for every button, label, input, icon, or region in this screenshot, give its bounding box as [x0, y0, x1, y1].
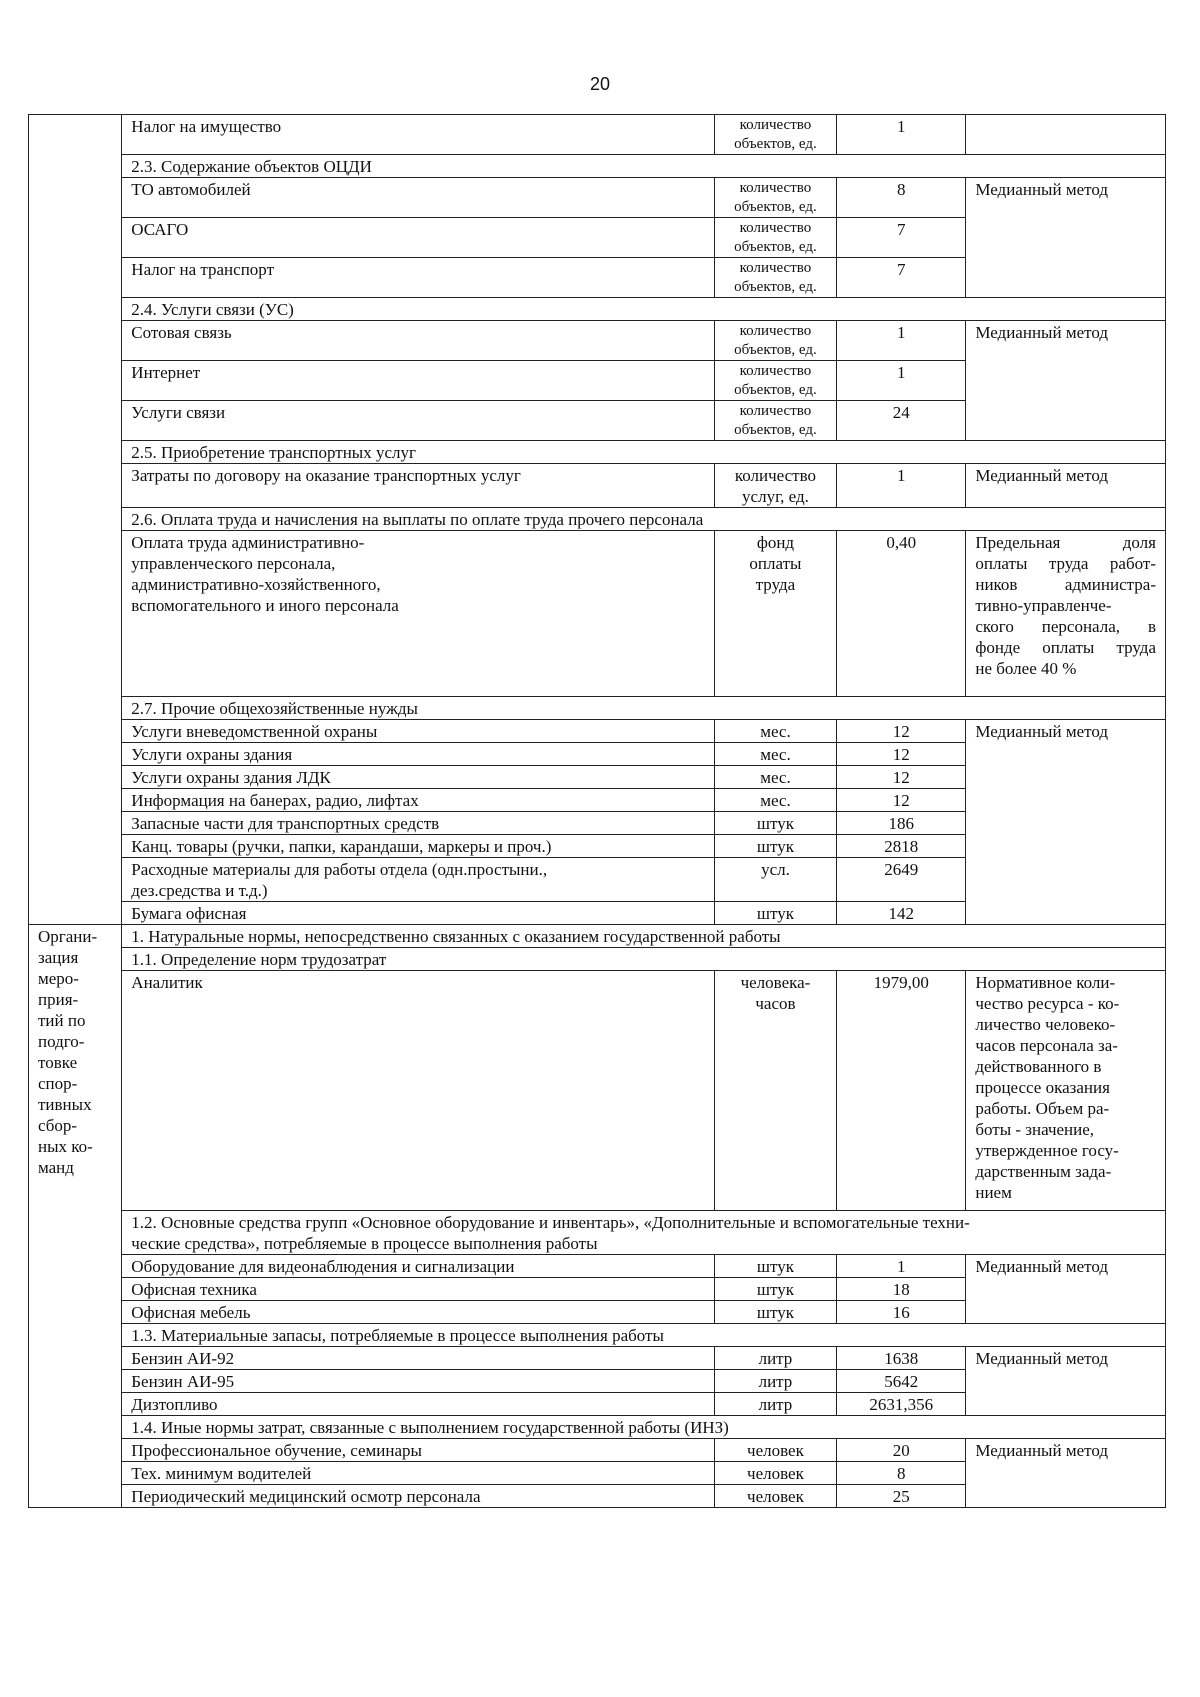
- row-name: Бензин АИ-95: [122, 1370, 714, 1393]
- row-value: 8: [837, 178, 966, 218]
- row-name: Услуги вневедомственной охраны: [122, 720, 714, 743]
- row-value: 1638: [837, 1347, 966, 1370]
- row-value: 1: [837, 464, 966, 508]
- row-unit: человек: [714, 1439, 837, 1462]
- row-name: ТО автомобилей: [122, 178, 714, 218]
- row-value: 1: [837, 115, 966, 155]
- row-unit: количество объектов, ед.: [714, 361, 837, 401]
- row-name: Информация на банерах, радио, лифтах: [122, 789, 714, 812]
- row-unit: штук: [714, 835, 837, 858]
- table-row: [29, 720, 1166, 743]
- row-method: Медианный метод: [966, 720, 1166, 925]
- row-unit: количество объектов, ед.: [714, 258, 837, 298]
- row-value: 7: [837, 258, 966, 298]
- row-method: Медианный метод: [966, 464, 1166, 508]
- row-value: 2649: [837, 858, 966, 902]
- subsection-row: [29, 1416, 1166, 1439]
- row-unit: количество услуг, ед.: [714, 464, 837, 508]
- subsection-row: [29, 948, 1166, 971]
- row-unit: штук: [714, 1278, 837, 1301]
- row-unit: мес.: [714, 743, 837, 766]
- subsection-row: [29, 925, 1166, 948]
- row-value: 12: [837, 766, 966, 789]
- row-value: 12: [837, 789, 966, 812]
- row-method: Медианный метод: [966, 321, 1166, 441]
- row-unit: штук: [714, 1255, 837, 1278]
- row-unit: количество объектов, ед.: [714, 401, 837, 441]
- subsection-title: 2.6. Оплата труда и начисления на выплаты по оплате труда прочего персонала: [122, 508, 1166, 531]
- row-value: 24: [837, 401, 966, 441]
- row-name: Оборудование для видеонаблюдения и сигнализации: [122, 1255, 714, 1278]
- table-row: [29, 115, 1166, 155]
- subsection-title: 2.4. Услуги связи (УС): [122, 298, 1166, 321]
- row-name: Налог на имущество: [122, 115, 714, 155]
- row-method: Медианный метод: [966, 178, 1166, 298]
- row-unit: количество объектов, ед.: [714, 115, 837, 155]
- row-unit: мес.: [714, 789, 837, 812]
- row-value: 25: [837, 1485, 966, 1508]
- work-label: Органи- зация меро- прия- тий по подго- товке спор- тивных сбор- ных ко- манд: [29, 925, 122, 1508]
- row-unit: человек: [714, 1462, 837, 1485]
- row-value: 1: [837, 1255, 966, 1278]
- row-unit: человека- часов: [714, 971, 837, 1211]
- row-unit: литр: [714, 1370, 837, 1393]
- subsection-row: [29, 298, 1166, 321]
- row-method: Медианный метод: [966, 1255, 1166, 1324]
- row-value: 186: [837, 812, 966, 835]
- row-name: Профессиональное обучение, семинары: [122, 1439, 714, 1462]
- table-row: [29, 1439, 1166, 1462]
- row-method: Медианный метод: [966, 1347, 1166, 1416]
- row-value: 1979,00: [837, 971, 966, 1211]
- row-value: 7: [837, 218, 966, 258]
- table-row: [29, 178, 1166, 218]
- row-name: Запасные части для транспортных средств: [122, 812, 714, 835]
- row-name: Услуги связи: [122, 401, 714, 441]
- row-name: Затраты по договору на оказание транспортных услуг: [122, 464, 714, 508]
- norms-table: [28, 114, 1166, 1508]
- row-value: 2818: [837, 835, 966, 858]
- row-value: 5642: [837, 1370, 966, 1393]
- row-value: 20: [837, 1439, 966, 1462]
- row-name: Налог на транспорт: [122, 258, 714, 298]
- row-value: 12: [837, 743, 966, 766]
- row-name: Тех. минимум водителей: [122, 1462, 714, 1485]
- row-unit: штук: [714, 902, 837, 925]
- row-name: Аналитик: [122, 971, 714, 1211]
- row-name: Услуги охраны здания ЛДК: [122, 766, 714, 789]
- subsection-title: 1.2. Основные средства групп «Основное оборудование и инвентарь», «Дополнительные и вспомогательные техни- ческие средства», потребляемые в процессе выполнения работы: [122, 1211, 1166, 1255]
- table-row: [29, 1255, 1166, 1278]
- row-unit: литр: [714, 1393, 837, 1416]
- row-value: 18: [837, 1278, 966, 1301]
- table-row: [29, 464, 1166, 508]
- row-method: Медианный метод: [966, 1439, 1166, 1508]
- table-row: [29, 531, 1166, 697]
- row-name: ОСАГО: [122, 218, 714, 258]
- row-name: Интернет: [122, 361, 714, 401]
- row-name: Расходные материалы для работы отдела (одн.простыни., дез.средства и т.д.): [122, 858, 714, 902]
- subsection-title: 1.1. Определение норм трудозатрат: [122, 948, 1166, 971]
- row-name: Канц. товары (ручки, папки, карандаши, маркеры и проч.): [122, 835, 714, 858]
- subsection-row: [29, 155, 1166, 178]
- table-row: [29, 321, 1166, 361]
- row-name: Услуги охраны здания: [122, 743, 714, 766]
- section-empty-cell: [29, 115, 122, 925]
- row-unit: мес.: [714, 766, 837, 789]
- row-name: Офисная мебель: [122, 1301, 714, 1324]
- row-value: 2631,356: [837, 1393, 966, 1416]
- row-value: 16: [837, 1301, 966, 1324]
- subsection-title: 2.7. Прочие общехозяйственные нужды: [122, 697, 1166, 720]
- row-unit: количество объектов, ед.: [714, 321, 837, 361]
- subsection-title: 1.4. Иные нормы затрат, связанные с выполнением государственной работы (ИНЗ): [122, 1416, 1166, 1439]
- row-name: Бумага офисная: [122, 902, 714, 925]
- row-unit: фонд оплаты труда: [714, 531, 837, 697]
- row-name: Периодический медицинский осмотр персонала: [122, 1485, 714, 1508]
- row-name: Офисная техника: [122, 1278, 714, 1301]
- row-unit: количество объектов, ед.: [714, 218, 837, 258]
- row-name: Бензин АИ-92: [122, 1347, 714, 1370]
- row-value: 1: [837, 321, 966, 361]
- row-unit: штук: [714, 812, 837, 835]
- row-name: Оплата труда административно- управленческого персонала, административно-хозяйственного, вспомогательного и иного персонала: [122, 531, 714, 697]
- row-name: Сотовая связь: [122, 321, 714, 361]
- row-value: 8: [837, 1462, 966, 1485]
- row-name: Дизтопливо: [122, 1393, 714, 1416]
- subsection-row: [29, 1211, 1166, 1255]
- subsection-row: [29, 508, 1166, 531]
- row-method: [966, 115, 1166, 155]
- row-unit: штук: [714, 1301, 837, 1324]
- page-number: 20: [589, 74, 611, 94]
- subsection-title: 2.5. Приобретение транспортных услуг: [122, 441, 1166, 464]
- subsection-row: [29, 1324, 1166, 1347]
- section-title: 1. Натуральные нормы, непосредственно связанных с оказанием государственной работы: [122, 925, 1166, 948]
- row-method: Нормативное коли- чество ресурса - ко- личество человеко- часов персонала за- действованного в процессе оказания работы. Объем ра- боты - значение, утвержденное госу- дарственным зада- нием: [966, 971, 1166, 1211]
- subsection-row: [29, 697, 1166, 720]
- subsection-title: 1.3. Материальные запасы, потребляемые в процессе выполнения работы: [122, 1324, 1166, 1347]
- subsection-title: 2.3. Содержание объектов ОЦДИ: [122, 155, 1166, 178]
- row-unit: усл.: [714, 858, 837, 902]
- table-row: [29, 1347, 1166, 1370]
- row-unit: человек: [714, 1485, 837, 1508]
- row-value: 1: [837, 361, 966, 401]
- row-value: 142: [837, 902, 966, 925]
- row-unit: количество объектов, ед.: [714, 178, 837, 218]
- table-row: [29, 971, 1166, 1211]
- row-unit: мес.: [714, 720, 837, 743]
- row-value: 0,40: [837, 531, 966, 697]
- row-method: Предельная доля оплаты труда работ- ников администра- тивно-управленче- ского персонала, в фонде оплаты труда не более 40 %: [966, 531, 1166, 697]
- row-value: 12: [837, 720, 966, 743]
- subsection-row: [29, 441, 1166, 464]
- row-unit: литр: [714, 1347, 837, 1370]
